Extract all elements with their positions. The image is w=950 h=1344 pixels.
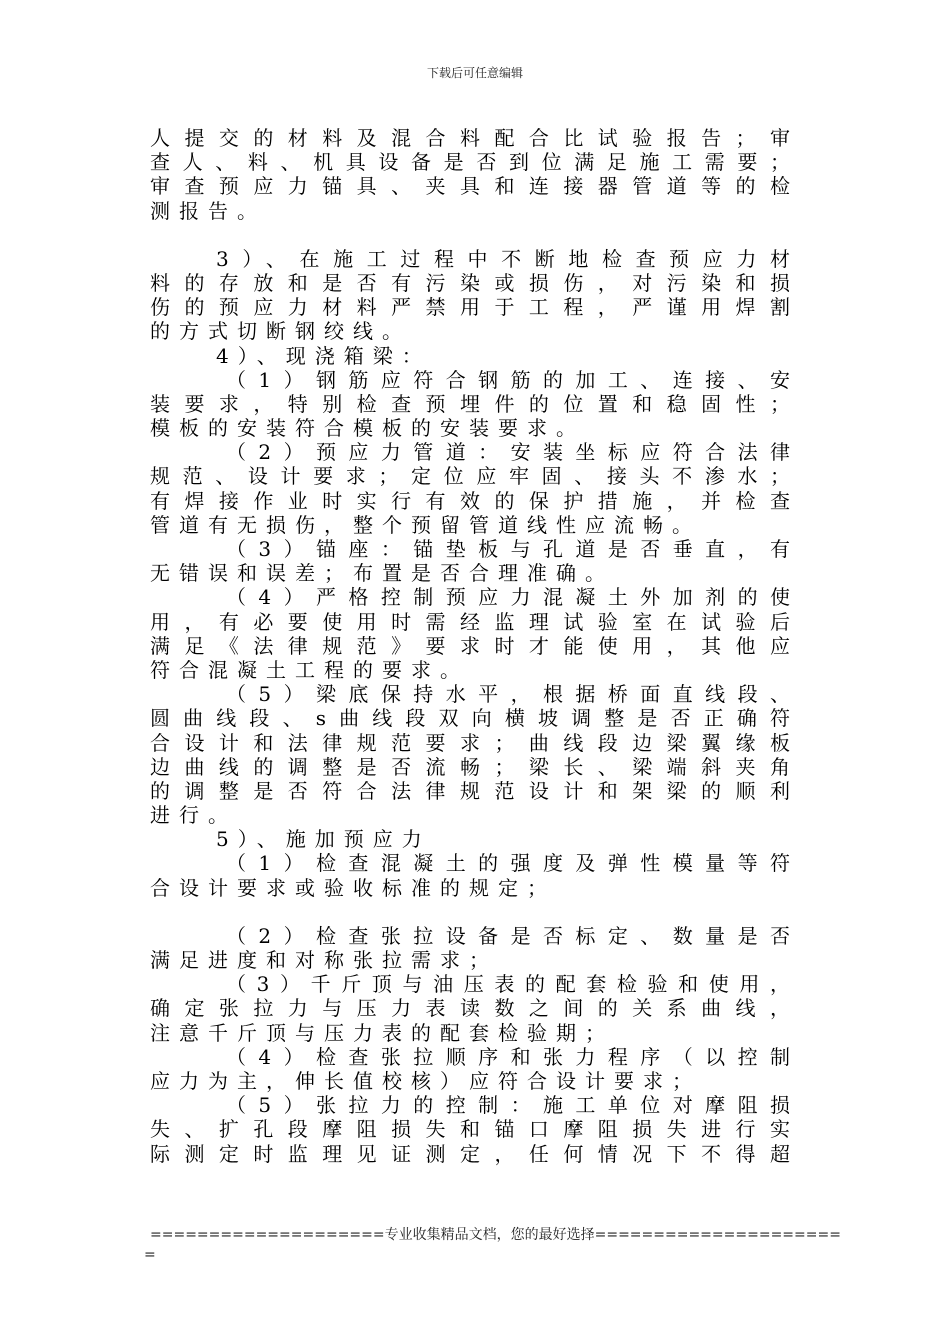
document-body (150, 126, 790, 1166)
text-line: 查人、料、机具设备是否到位满足施工需要； (150, 150, 790, 175)
text-line: 合设计和法律规范要求；曲线段边梁翼缘板 (150, 730, 790, 755)
page-footer-tail: = (144, 1247, 156, 1263)
text-line: 合设计要求或验收标准的规定； (150, 875, 556, 900)
text-line: 有焊接作业时实行有效的保护措施，并检查 (150, 488, 790, 513)
text-line: 满足《法律规范》要求时才能使用，其他应 (150, 633, 790, 658)
text-line: （4）检查张拉顺序和张力程序（以控制 (226, 1044, 790, 1069)
text-line: 人提交的材料及混合料配合比试验报告；审 (150, 126, 790, 150)
text-line: 管道有无损伤，整个预留管道线性应流畅。 (150, 512, 701, 537)
text-line: （2）检查张拉设备是否标定、数量是否 (226, 923, 790, 948)
text-line: （5）张拉力的控制：施工单位对摩阻损 (226, 1093, 790, 1118)
text-line: 符合混凝土工程的要求。 (150, 657, 469, 682)
text-line: 圆曲线段、s曲线段双向横坡调整是否正确符 (150, 706, 790, 731)
text-line: 注意千斤顶与压力表的配套检验期； (150, 1020, 614, 1045)
paragraph-gap (150, 900, 790, 924)
text-line: 测报告。 (150, 198, 266, 223)
text-line: 装要求，特别检查预埋件的位置和稳固性； (150, 391, 790, 416)
text-line: （1）检查混凝土的强度及弹性模量等符 (226, 851, 790, 876)
text-line: （2）预应力管道：安装坐标应符合法律 (226, 440, 790, 465)
page-header: 下载后可任意编辑 (426, 66, 523, 80)
text-line: 进行。 (150, 803, 237, 828)
text-line: 3）、在施工过程中不断地检查预应力材 (216, 246, 790, 271)
text-line: 际测定时监理见证测定，任何情况下不得超 (150, 1141, 790, 1166)
text-line: （4）严格控制预应力混凝土外加剂的使 (226, 585, 790, 610)
paragraph-gap (150, 223, 790, 247)
text-line: （3）千斤顶与油压表的配套检验和使用， (226, 972, 790, 997)
text-line: 失、扩孔段摩阻损失和锚口摩阻损失进行实 (150, 1117, 790, 1142)
text-line: 料的存放和是否有污染或损伤，对污染和损 (150, 270, 790, 295)
text-line: （1）钢筋应符合钢筋的加工、连接、安 (226, 367, 790, 392)
text-line: 的调整是否符合法律规范设计和架梁的顺利 (150, 778, 790, 803)
text-line: 用，有必要使用时需经监理试验室在试验后 (150, 609, 790, 634)
text-line: 伤的预应力材料严禁用于工程，严谨用焊割 (150, 295, 790, 320)
text-line: 模板的安装符合模板的安装要求。 (150, 416, 585, 441)
text-line: 满足进度和对称张拉需求； (150, 948, 498, 972)
text-line: 5）、施加预应力 (216, 827, 431, 852)
text-line: 规范、设计要求；定位应牢固、接头不渗水； (150, 464, 790, 489)
text-line: 边曲线的调整是否流畅；梁长、梁端斜夹角 (150, 754, 790, 779)
text-line: 审查预应力锚具、夹具和连接器管道等的检 (150, 174, 790, 199)
text-line: 确定张拉力与压力表读数之间的关系曲线， (150, 996, 790, 1021)
text-line: 无错误和误差；布置是否合理准确。 (150, 561, 614, 586)
page-footer: ====================专业收集精品文档，您的最好选择===================== (150, 1227, 841, 1243)
text-line: 的方式切断钢绞线。 (150, 319, 411, 344)
text-line: （5）梁底保持水平，根据桥面直线段、 (226, 682, 790, 707)
text-line: 4）、现浇箱梁： (216, 343, 431, 368)
text-line: （3）锚座：锚垫板与孔道是否垂直，有 (226, 537, 790, 561)
text-line: 应力为主，伸长值校核）应符合设计要求； (150, 1068, 701, 1093)
